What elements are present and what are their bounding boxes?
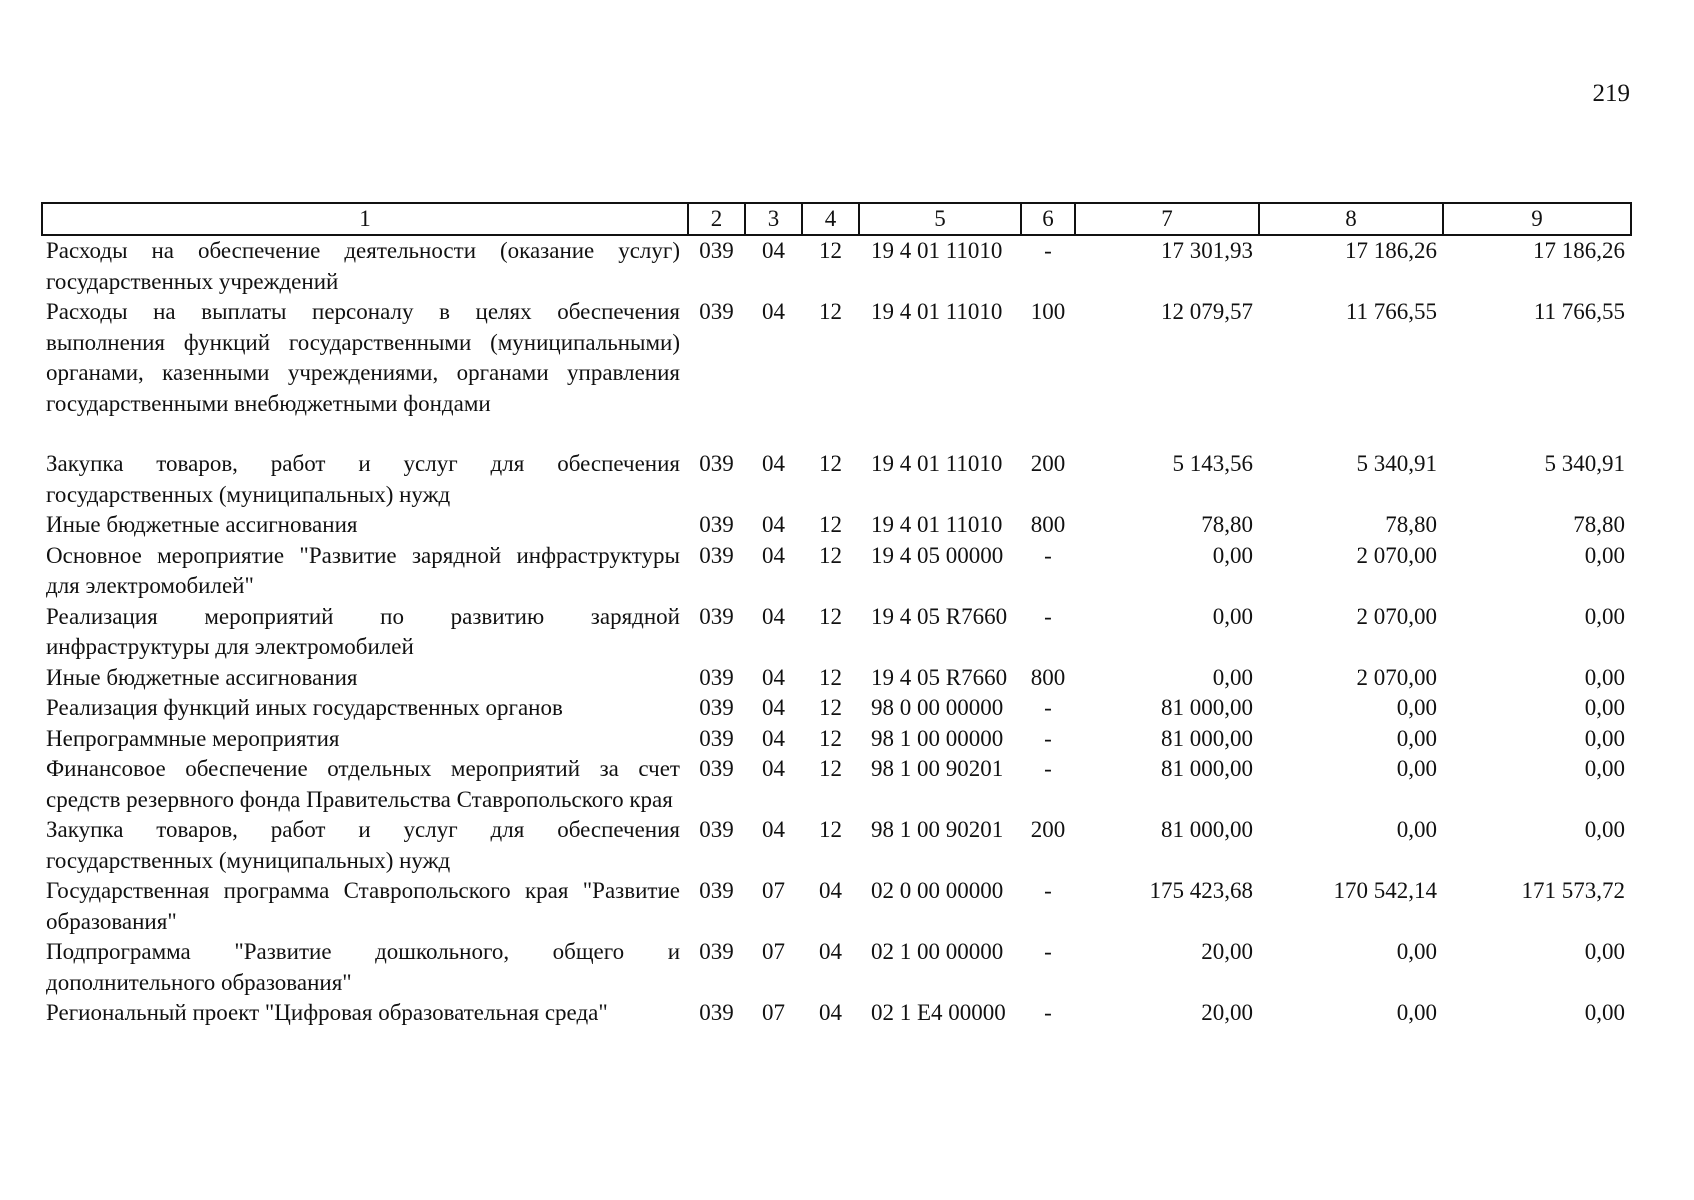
amount-cell-7: 5 143,56 (1172, 451, 1253, 476)
column-header: 9 (1443, 203, 1631, 235)
table-row (42, 297, 1631, 449)
section-code-cell: 04 (762, 664, 785, 690)
table-row (42, 510, 1631, 541)
target-article-cell: 02 1 E4 00000 (871, 1000, 1006, 1025)
ministry-code-cell: 039 (699, 1000, 734, 1025)
amount-cell-9: 11 766,55 (1533, 299, 1625, 324)
target-article-cell: 19 4 01 11010 (871, 512, 1003, 537)
expense-name-cell: Закупка товаров, работ и услуг для обеспечения государственных (муниципальных) нужд (46, 817, 680, 873)
column-header: 4 (802, 203, 859, 235)
table-header-row (42, 203, 1631, 235)
expense-type-cell: - (1044, 603, 1052, 629)
target-article-cell: 19 4 05 00000 (871, 542, 1004, 568)
subsection-code-cell: 12 (819, 238, 842, 263)
page-number: 219 (1592, 80, 1630, 107)
amount-cell-9: 0,00 (1584, 939, 1625, 964)
target-article-cell: 19 4 01 11010 (871, 299, 1003, 324)
section-code-cell: 04 (762, 603, 785, 629)
expense-name-cell: Закупка товаров, работ и услуг для обеспечения государственных (муниципальных) нужд (46, 451, 680, 507)
ministry-code-cell: 039 (699, 664, 734, 690)
amount-cell-8: 0,00 (1396, 939, 1437, 964)
table-row (42, 663, 1631, 694)
expense-name-cell: Иные бюджетные ассигнования (46, 664, 358, 690)
section-code-cell: 04 (762, 451, 785, 476)
amount-cell-9: 0,00 (1584, 725, 1625, 751)
column-header: 6 (1021, 203, 1075, 235)
expense-name-cell: Реализация функций иных государственных органов (46, 695, 563, 720)
section-code-cell: 04 (762, 238, 785, 263)
target-article-cell: 02 0 00 00000 (871, 878, 1004, 903)
amount-cell-8: 0,00 (1396, 725, 1437, 751)
target-article-cell: 19 4 01 11010 (871, 451, 1003, 476)
expense-type-cell: - (1044, 756, 1052, 781)
subsection-code-cell: 04 (819, 1000, 842, 1025)
subsection-code-cell: 12 (819, 756, 842, 781)
amount-cell-9: 0,00 (1584, 664, 1625, 690)
subsection-code-cell: 12 (819, 603, 842, 629)
subsection-code-cell: 04 (819, 878, 842, 903)
amount-cell-8: 2 070,00 (1356, 542, 1437, 568)
table-row (42, 235, 1631, 297)
target-article-cell: 19 4 01 11010 (871, 238, 1003, 263)
table-row (42, 815, 1631, 876)
amount-cell-9: 0,00 (1584, 603, 1625, 629)
expense-type-cell: 200 (1030, 817, 1066, 842)
amount-cell-8: 0,00 (1396, 1000, 1437, 1025)
table-row (42, 693, 1631, 724)
expense-name-cell: Непрограммные мероприятия (46, 725, 340, 751)
section-code-cell: 04 (762, 299, 785, 324)
table-row (42, 724, 1631, 755)
ministry-code-cell: 039 (699, 939, 734, 964)
table-row (42, 876, 1631, 937)
amount-cell-7: 20,00 (1201, 939, 1253, 964)
ministry-code-cell: 039 (699, 878, 734, 903)
expense-type-cell: - (1044, 878, 1052, 903)
amount-cell-7: 12 079,57 (1161, 299, 1253, 324)
ministry-code-cell: 039 (699, 695, 734, 720)
amount-cell-7: 17 301,93 (1161, 238, 1253, 263)
section-code-cell: 04 (762, 817, 785, 842)
amount-cell-8: 170 542,14 (1333, 878, 1437, 903)
expense-name-cell: Региональный проект "Цифровая образовательная среда" (46, 1000, 608, 1025)
table-row (42, 937, 1631, 998)
ministry-code-cell: 039 (699, 603, 734, 629)
section-code-cell: 04 (762, 725, 785, 751)
amount-cell-8: 11 766,55 (1345, 299, 1437, 324)
subsection-code-cell: 12 (819, 725, 842, 751)
column-header: 3 (745, 203, 802, 235)
amount-cell-7: 81 000,00 (1161, 695, 1253, 720)
amount-cell-9: 5 340,91 (1544, 451, 1625, 476)
expense-type-cell: - (1044, 725, 1052, 751)
section-code-cell: 07 (762, 878, 785, 903)
amount-cell-8: 78,80 (1385, 512, 1437, 537)
expense-name-cell: Расходы на выплаты персоналу в целях обеспечения выполнения функций государственными (муниципальными) органами, казенными учреждениями, органами управления государственными внебюджетными фондами (46, 299, 680, 416)
target-article-cell: 19 4 05 R7660 (871, 664, 1008, 690)
amount-cell-9: 0,00 (1584, 542, 1625, 568)
ministry-code-cell: 039 (699, 299, 734, 324)
table-row (42, 602, 1631, 663)
column-header: 2 (688, 203, 745, 235)
target-article-cell: 19 4 05 R7660 (871, 603, 1008, 629)
amount-cell-7: 20,00 (1201, 1000, 1253, 1025)
table-row (42, 541, 1631, 602)
ministry-code-cell: 039 (699, 725, 734, 751)
section-code-cell: 04 (762, 512, 785, 537)
amount-cell-7: 78,80 (1201, 512, 1253, 537)
expense-name-cell: Основное мероприятие "Развитие зарядной инфраструктуры для электромобилей" (46, 542, 680, 598)
column-header: 5 (859, 203, 1021, 235)
subsection-code-cell: 12 (819, 451, 842, 476)
amount-cell-8: 2 070,00 (1356, 603, 1437, 629)
amount-cell-8: 2 070,00 (1356, 664, 1437, 690)
subsection-code-cell: 12 (819, 542, 842, 568)
expense-type-cell: - (1044, 939, 1052, 964)
amount-cell-9: 0,00 (1584, 695, 1625, 720)
expense-type-cell: 200 (1030, 451, 1066, 476)
expense-type-cell: - (1044, 695, 1052, 720)
column-header: 7 (1075, 203, 1259, 235)
table-row (42, 449, 1631, 510)
expense-name-cell: Финансовое обеспечение отдельных мероприятий за счет средств резервного фонда Правительства Ставропольского края (46, 756, 680, 812)
target-article-cell: 98 1 00 90201 (871, 756, 1004, 781)
expense-type-cell: 100 (1030, 299, 1066, 324)
column-header: 8 (1259, 203, 1443, 235)
subsection-code-cell: 12 (819, 299, 842, 324)
ministry-code-cell: 039 (699, 512, 734, 537)
amount-cell-8: 0,00 (1396, 695, 1437, 720)
target-article-cell: 98 1 00 90201 (871, 817, 1004, 842)
ministry-code-cell: 039 (699, 451, 734, 476)
expense-type-cell: 800 (1030, 664, 1066, 690)
budget-table (41, 202, 1632, 1029)
ministry-code-cell: 039 (699, 817, 734, 842)
expense-type-cell: - (1044, 542, 1052, 568)
expense-type-cell: - (1044, 238, 1052, 263)
amount-cell-7: 81 000,00 (1161, 756, 1253, 781)
subsection-code-cell: 12 (819, 695, 842, 720)
section-code-cell: 07 (762, 1000, 785, 1025)
amount-cell-8: 5 340,91 (1356, 451, 1437, 476)
section-code-cell: 07 (762, 939, 785, 964)
amount-cell-7: 175 423,68 (1149, 878, 1253, 903)
expense-name-cell: Расходы на обеспечение деятельности (оказание услуг) государственных учреждений (46, 238, 680, 294)
amount-cell-9: 0,00 (1584, 817, 1625, 842)
section-code-cell: 04 (762, 695, 785, 720)
amount-cell-9: 17 186,26 (1533, 238, 1625, 263)
subsection-code-cell: 12 (819, 817, 842, 842)
ministry-code-cell: 039 (699, 542, 734, 568)
expense-name-cell: Подпрограмма "Развитие дошкольного, общего и дополнительного образования" (46, 939, 680, 995)
expense-name-cell: Государственная программа Ставропольского края "Развитие образования" (46, 878, 680, 934)
expense-type-cell: - (1044, 1000, 1052, 1025)
amount-cell-7: 0,00 (1212, 542, 1253, 568)
amount-cell-7: 0,00 (1212, 603, 1253, 629)
expense-name-cell: Иные бюджетные ассигнования (46, 512, 358, 537)
amount-cell-8: 17 186,26 (1345, 238, 1437, 263)
amount-cell-9: 0,00 (1584, 1000, 1625, 1025)
expense-name-cell: Реализация мероприятий по развитию зарядной инфраструктуры для электромобилей (46, 603, 680, 659)
section-code-cell: 04 (762, 756, 785, 781)
amount-cell-7: 0,00 (1212, 664, 1253, 690)
amount-cell-7: 81 000,00 (1161, 725, 1253, 751)
expense-type-cell: 800 (1030, 512, 1066, 537)
ministry-code-cell: 039 (699, 238, 734, 263)
section-code-cell: 04 (762, 542, 785, 568)
ministry-code-cell: 039 (699, 756, 734, 781)
subsection-code-cell: 12 (819, 512, 842, 537)
amount-cell-7: 81 000,00 (1161, 817, 1253, 842)
target-article-cell: 98 0 00 00000 (871, 695, 1004, 720)
table-row (42, 998, 1631, 1029)
subsection-code-cell: 04 (819, 939, 842, 964)
table-row (42, 754, 1631, 815)
target-article-cell: 98 1 00 00000 (871, 725, 1004, 751)
column-header: 1 (42, 203, 688, 235)
target-article-cell: 02 1 00 00000 (871, 939, 1004, 964)
amount-cell-9: 171 573,72 (1521, 878, 1625, 903)
amount-cell-8: 0,00 (1396, 817, 1437, 842)
amount-cell-8: 0,00 (1396, 756, 1437, 781)
amount-cell-9: 78,80 (1573, 512, 1625, 537)
subsection-code-cell: 12 (819, 664, 842, 690)
amount-cell-9: 0,00 (1584, 756, 1625, 781)
